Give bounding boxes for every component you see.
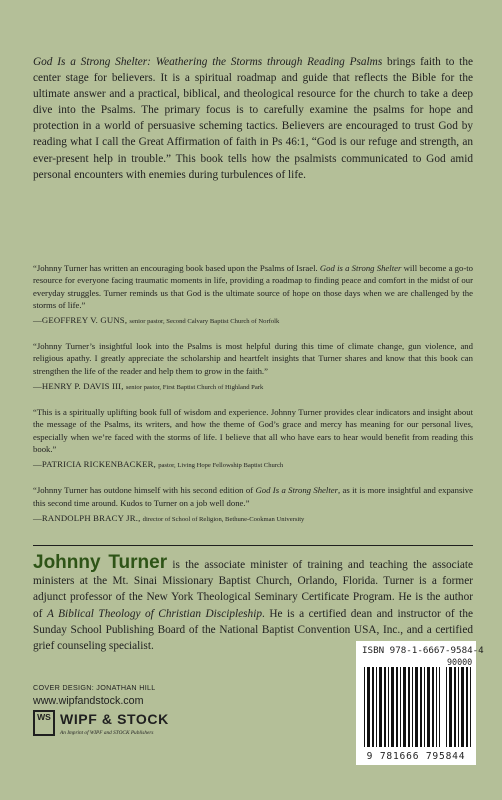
endorsement-attribution xyxy=(33,512,473,526)
isbn-barcode xyxy=(356,641,484,765)
bio-text: is the associate minister of training and teaching the associate ministers at the Mt. Sinai Missionary Baptist Church, Orlando, Florida. Turner is a former adjunct professor of the New York Theological Seminary Certificate Program. He is the author of xyxy=(33,559,473,620)
quote-book-title: God is a Strong Shelter xyxy=(319,263,402,273)
barcode-number: 9 781666 795844 xyxy=(366,751,466,762)
endorsements xyxy=(33,262,473,538)
publisher-name: WIPF & STOCK xyxy=(60,711,169,727)
quote-text: “This is a spiritually uplifting book full of wisdom and experience. Johnny Turner provides clear indicators and insight about the message of the Psalms, its writers, and how the theme of God’s grace and mercy has meaning for our personal lives, especially when we’re faced with the storms of life. I believe that all who have ears to hear would benefit from reading this book.” xyxy=(33,407,473,454)
endorser-title: senior pastor, First Baptist Church of Highland Park xyxy=(125,384,264,392)
quote-text: “Johnny Turner’s insightful look into the Psalms is most helpful during this time of climate change, gun violence, and religious apathy. I greatly appreciate the scholarship and heartfelt insights that Turner shares and know that this book can strengthen the life of the reader and help them to grow in the faith.” xyxy=(33,341,473,376)
endorsement-text xyxy=(33,340,473,377)
book-title: God Is a Strong Shelter: Weathering the Storms through Reading Psalms xyxy=(33,56,383,68)
endorsement xyxy=(33,406,473,472)
quote-text: , as it is more insightful and expansive this second time around. Kudos to Turner on a job well done.” xyxy=(33,485,474,508)
endorser-name: —RANDOLPH BRACY JR., xyxy=(33,512,141,523)
publisher-mark-icon xyxy=(33,710,55,736)
endorser-title: pastor, Living Hope Fellowship Baptist Church xyxy=(158,462,284,470)
endorsement xyxy=(33,262,473,328)
cover-design-credit: COVER DESIGN: JONATHAN HILL xyxy=(33,683,156,692)
endorsement-text xyxy=(33,262,473,311)
price-code: 90000 xyxy=(447,657,473,667)
quote-book-title: God Is a Strong Shelter xyxy=(255,485,338,496)
quote-text: “Johnny Turner has written an encouraging book based upon the Psalms of Israel. xyxy=(33,263,320,273)
endorsement-attribution xyxy=(33,380,473,394)
author-book-title: A Biblical Theology of Christian Discipleship xyxy=(46,607,262,620)
author-name: Johnny Turner xyxy=(33,552,168,573)
endorser-title: senior pastor, Second Calvary Baptist Church of Norfolk xyxy=(129,318,280,326)
publisher-mark-text: WS xyxy=(37,712,51,722)
endorsement-text xyxy=(33,484,473,509)
endorsement-attribution xyxy=(33,314,473,328)
isbn-number: ISBN 978-1-6667-9584-4 xyxy=(362,645,484,656)
endorser-title: director of School of Religion, Bethune-Cookman University xyxy=(142,515,305,523)
book-description xyxy=(33,54,473,183)
endorsement-text xyxy=(33,406,473,455)
endorser-name: —GEOFFREY V. GUNS, xyxy=(33,315,128,326)
description-text: brings faith to the center stage for believers. It is a spiritual roadmap and guide that reflects the Bible for the ultimate answer and a practical, biblical, and theological resource for the church to take a deep dive into the Psalms. The primary focus is to carefully examine the psalms for hope and protection in a world of persuasive scheming tactics. Believers are encouraged to trust God by reading what I call the Great Affirmation of faith in Ps 46:1, “God is our refuge and strength, an ever-present help in trouble.” This book tells how the psalmists communicated to God amid personal encounters with enemies during turbulences of life. xyxy=(33,56,473,181)
endorsement xyxy=(33,340,473,394)
endorsement xyxy=(33,484,473,526)
endorser-name: —HENRY P. DAVIS III, xyxy=(33,381,124,392)
publisher-logo xyxy=(33,710,233,742)
quote-text: will become a go-to resource for everyone facing traumatic moments in life, providing a roadmap to finding peace and comfort in the midst of our everyday struggles. Turner reminds us that God is the ultimate source of hope on those days when we are challenged by the storms of life.” xyxy=(33,263,473,310)
endorsement-attribution xyxy=(33,458,473,472)
publisher-website: www.wipfandstock.com xyxy=(33,695,144,707)
quote-text: “Johnny Turner has outdone himself with his second edition of xyxy=(33,485,256,496)
endorser-name: —PATRICIA RICKENBACKER, xyxy=(33,459,157,470)
barcode-bars-icon xyxy=(356,667,476,751)
publisher-subtitle: An Imprint of WIPF and STOCK Publishers xyxy=(60,730,154,736)
author-bio xyxy=(33,552,473,654)
bio-text: . He is a certified dean and instructor of the Sunday School Publishing Board of the National Baptist Convention USA, Inc., and a certified grief counseling specialist. xyxy=(33,607,473,653)
section-divider xyxy=(33,545,473,546)
